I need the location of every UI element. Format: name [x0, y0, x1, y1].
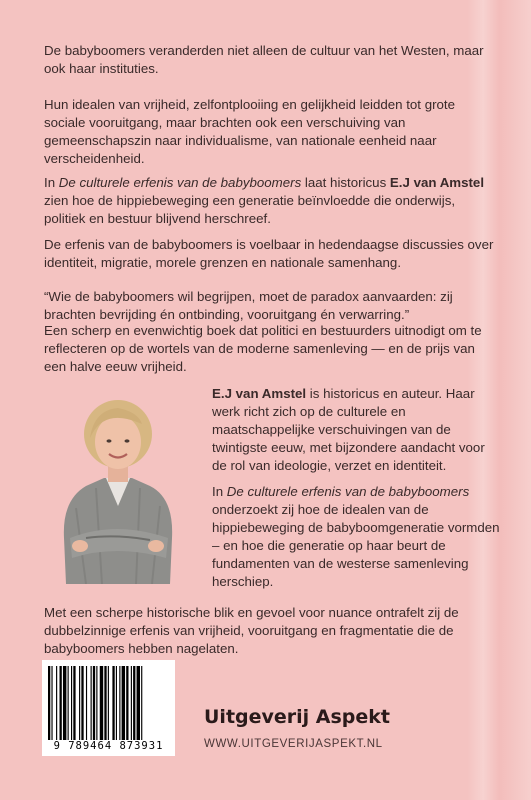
bio-text: is historicus en auteur. Haar werk richt zich op de culturele en maatschappelijke verschuivingen van de twintigste eeuw, met bijzondere aandacht voor de rol van ideologie, verzet en identiteit. [212, 386, 485, 473]
barcode [42, 660, 175, 756]
barcode-bar [81, 666, 83, 740]
barcode-bar [91, 666, 92, 740]
blurb-text: In [44, 175, 59, 190]
blurb-text: laat historicus [301, 175, 390, 190]
barcode-bar [96, 666, 97, 740]
book-title: De culturele erfenis van de babyboomers [58, 175, 302, 190]
barcode-bar [63, 666, 66, 740]
author-portrait-icon [46, 388, 188, 584]
barcode-bar [56, 666, 57, 740]
blurb-paragraph-4: De erfenis van de babyboomers is voelbaar in hedendaagse discussies over identiteit, migratie, morele grenzen en nationale samenhang. [44, 237, 494, 270]
publisher-website[interactable]: WWW.UITGEVERIJASPEKT.NL [204, 738, 383, 750]
bio-text: In [212, 484, 227, 499]
barcode-bar [133, 666, 135, 740]
blurb-paragraph-3 [44, 174, 496, 228]
bio-text: onderzoekt zij hoe de idealen van de hippiebeweging de babyboomgeneratie vormden – en hoe die generatie op haar beurt de fundamenten van de westerse samenleving herschiep. [212, 502, 500, 589]
barcode-bar [79, 666, 80, 740]
barcode-bar [100, 666, 103, 740]
barcode-bar [126, 666, 128, 740]
closing-paragraph: Met een scherpe historische blik en gevoel voor nuance ontrafelt zij de dubbelzinnige erfenis van vrijheid, vooruitgang en fragmentatie die de babyboomers hebben nagelaten. [44, 605, 459, 656]
barcode-bar [108, 666, 109, 740]
barcode-bar [86, 666, 87, 740]
barcode-bar [60, 666, 62, 740]
isbn-number: 9 789464 873931 [53, 740, 164, 752]
barcode-bar [93, 666, 95, 740]
blurb-text: zien hoe de hippiebeweging een generatie beïnvloedde die onderwijs, politiek en bestuur blijvend herschreef. [44, 193, 456, 226]
barcode-bar [104, 666, 106, 740]
book-title: De culturele erfenis van de babyboomers [226, 484, 470, 499]
barcode-bar [141, 666, 142, 740]
author-name: E.J van Amstel [389, 175, 485, 190]
publisher-name: Uitgeverij Aspekt [204, 706, 391, 728]
barcode-bar [122, 666, 125, 740]
barcode-bar [68, 666, 69, 740]
author-bio-2 [212, 483, 502, 591]
ean-barcode-icon [46, 666, 171, 740]
barcode-bar [131, 666, 132, 740]
blurb-paragraph-2: Hun idealen van vrijheid, zelfontplooiing en gelijkheid leidden tot grote sociale vooruitgang, maar brachten ook een verschuiving van gemeenschapszin naar individualisme, van nationale eenheid naar verscheidenheid. [44, 97, 456, 166]
barcode-bar [112, 666, 114, 740]
author-bio-1 [212, 385, 502, 475]
barcode-bar [137, 666, 140, 740]
blurb-paragraph-5: Een scherp en evenwichtig boek dat politici en bestuurders uitnodigt om te reflecteren op de wortels van de moderne samenleving — en de prijs van een halve eeuw vrijheid. [44, 323, 482, 374]
barcode-bar [73, 666, 75, 740]
barcode-bar [48, 666, 50, 740]
author-name: E.J van Amstel [212, 386, 307, 401]
blurb-paragraph-1: De babyboomers veranderden niet alleen de cultuur van het Westen, maar ook haar instituties. [44, 43, 484, 76]
barcode-bar [116, 666, 117, 740]
blurb-quote: “Wie de babyboomers wil begrijpen, moet de paradox aanvaarden: zij brachten bevrijding én ontbinding, vooruitgang én verwarring.” [44, 289, 453, 322]
author-photo [46, 388, 188, 584]
barcode-bar [71, 666, 72, 740]
barcode-bar [119, 666, 120, 740]
barcode-bar [51, 666, 52, 740]
